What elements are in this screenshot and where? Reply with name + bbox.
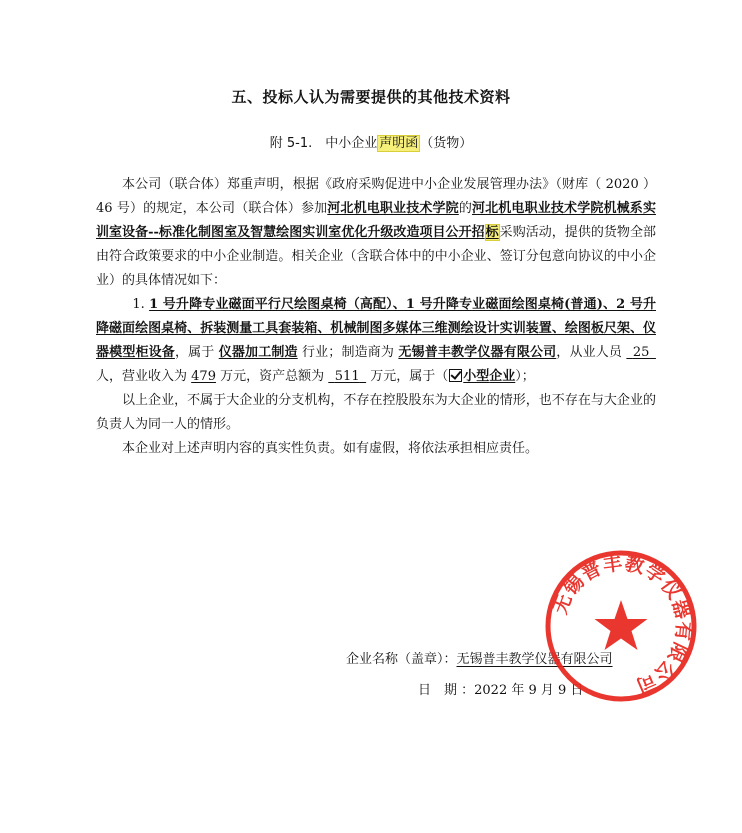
seal-star-icon bbox=[595, 600, 648, 650]
subtitle bbox=[0, 132, 742, 151]
intro-text-1: 本公司（联合体）郑重声明，根据《政府采购促进中小企业发展管理办法》（财库（ 2020 ）46 号）的规定，本公司（联合体）参加 bbox=[96, 177, 656, 216]
assets: 511 bbox=[334, 369, 360, 384]
enterprise-type: 小型企业 bbox=[463, 369, 516, 384]
signature-company-line bbox=[346, 650, 613, 670]
goods-list: 1 号升降专业磁面平行尺绘图桌椅（高配）、1 号升降专业磁面绘图桌椅(普通)、2 号升降磁面绘图桌椅、拆装测量工具套装箱、机械制图多媒体三维测绘设计实训装置、绘图板尺架、仪器模型柜设备 bbox=[96, 297, 656, 360]
date-value: 2022 年 9 月 9 日 bbox=[474, 683, 584, 698]
staff-count: 25 bbox=[632, 345, 650, 360]
intro-text-2: 的 bbox=[458, 201, 472, 216]
subtitle-highlight: 声明函 bbox=[379, 136, 419, 151]
item-number: 1. bbox=[132, 297, 145, 312]
item-text-assets: 万元，资产总额为 bbox=[220, 369, 325, 384]
project-name: 河北机电职业技术学院机械系实训室设备--标准化制图室及智慧绘图实训室优化升级改造项目公开招 bbox=[96, 201, 656, 240]
page-title: 五、投标人认为需要提供的其他技术资料 bbox=[231, 88, 511, 106]
seal-text: 无锡普丰教学仪器有限公司 bbox=[549, 552, 695, 698]
project-name-end: 标 bbox=[485, 225, 499, 240]
list-item-1 bbox=[96, 293, 656, 389]
subtitle-suffix: （货物） bbox=[420, 136, 473, 151]
signature-date-line bbox=[418, 681, 583, 701]
seal-outer-ring bbox=[548, 553, 694, 699]
intro-text-3: 采购活动，提供的货物全部由符合政策要求的中小企业制造。相关企业（含联合体中的中小企业、签订分包意向协议的中小企业）的具体情况如下： bbox=[96, 225, 656, 288]
company-name: 无锡普丰教学仪器有限公司 bbox=[456, 652, 613, 667]
industry: 仪器加工制造 bbox=[218, 345, 298, 360]
item-text-revenue: 人，营业收入为 bbox=[96, 369, 188, 384]
manufacturer: 无锡普丰教学仪器有限公司 bbox=[398, 345, 557, 360]
paragraph-intro bbox=[96, 173, 656, 293]
date-label: 日 期 ： bbox=[418, 683, 475, 698]
declaration-body bbox=[96, 173, 656, 461]
subtitle-prefix: 附 5-1. 中小企业 bbox=[269, 136, 378, 151]
item-text-end: ）； bbox=[515, 369, 535, 384]
buyer-name: 河北机电职业技术学院 bbox=[327, 201, 459, 216]
paragraph-statement: 以上企业，不属于大企业的分支机构，不存在控股股东为大企业的情形，也不存在与大企业的负责人为同一人的情形。 bbox=[96, 393, 656, 432]
item-text-industry: 行业；制造商为 bbox=[301, 345, 395, 360]
revenue: 479 bbox=[191, 369, 216, 384]
checked-checkbox-icon bbox=[449, 369, 462, 382]
company-label: 企业名称（盖章）： bbox=[346, 652, 457, 667]
item-text-type: 万元，属于（ bbox=[370, 369, 449, 384]
item-text-belong: ，属于 bbox=[174, 345, 215, 360]
paragraph-responsibility: 本企业对上述声明内容的真实性负责。如有虚假，将依法承担相应责任。 bbox=[122, 441, 539, 456]
item-text-staff: ，从业人员 bbox=[556, 345, 623, 360]
